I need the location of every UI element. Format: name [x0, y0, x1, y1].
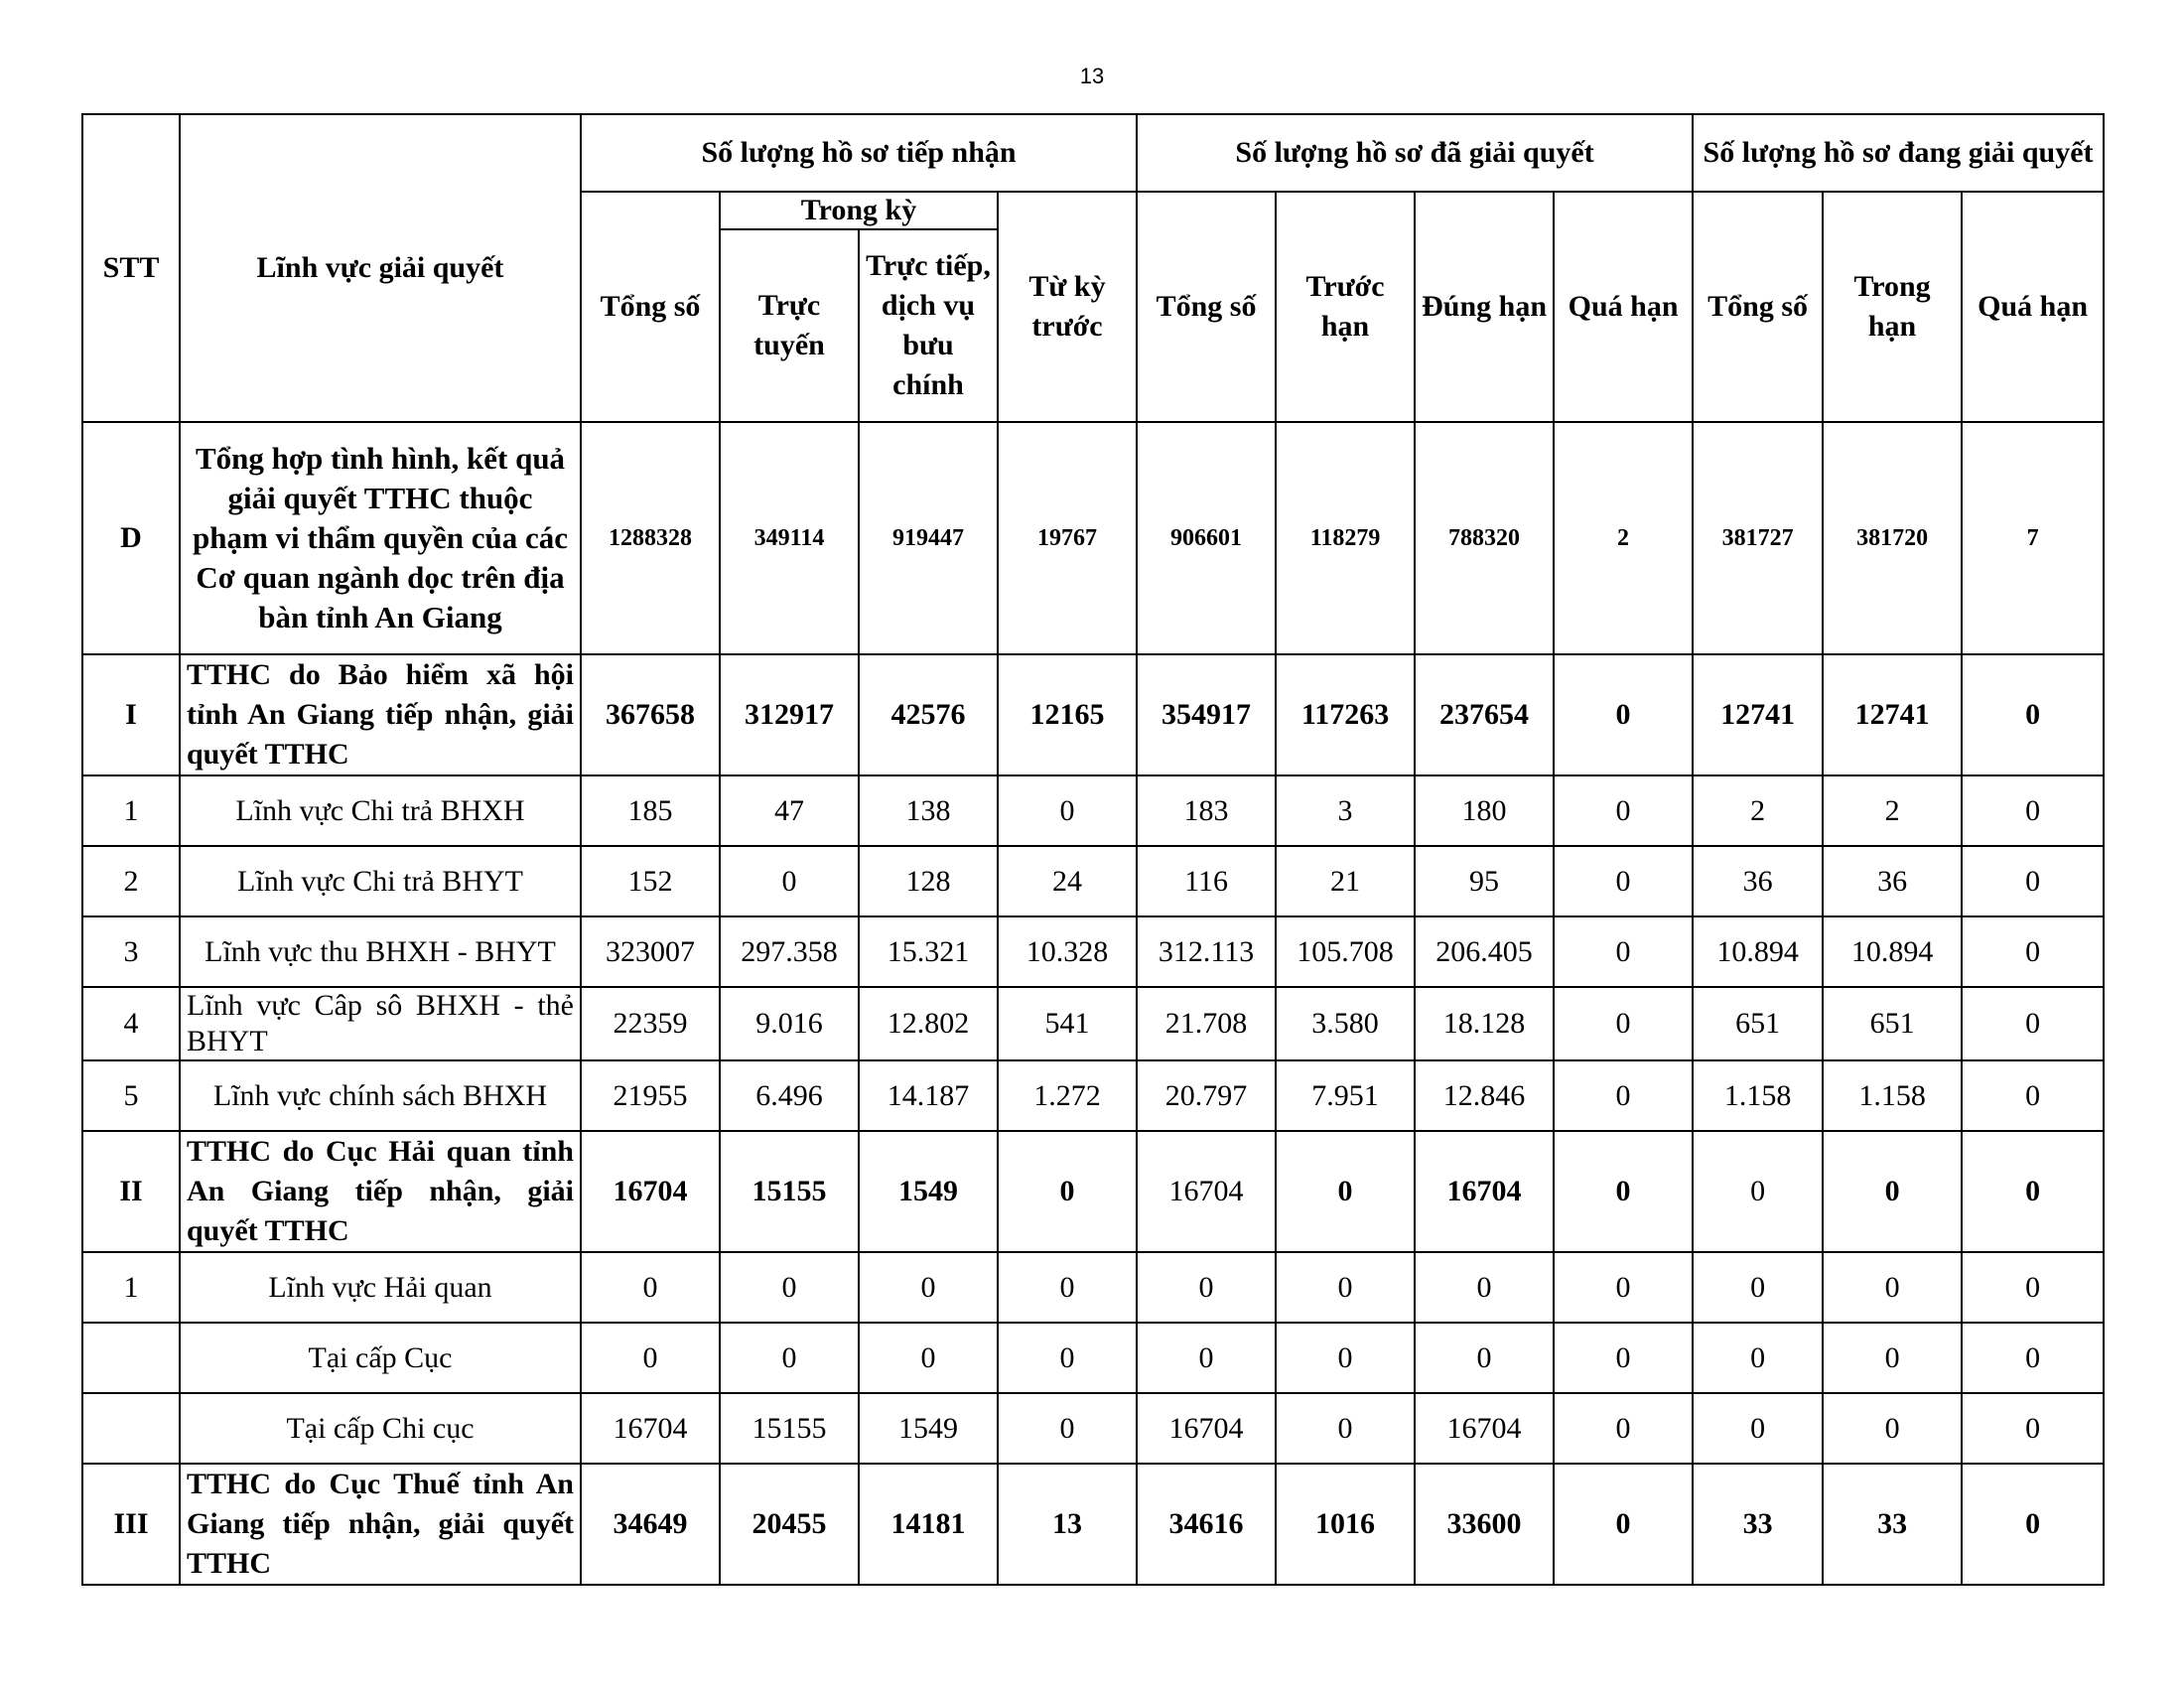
table-row: [82, 1393, 2104, 1464]
row-truoc-han: 3.580: [1276, 987, 1415, 1060]
row-tong-so-dang-gq: 0: [1693, 1252, 1823, 1323]
row-truc-tuyen: 349114: [720, 422, 859, 654]
row-field: Tại cấp Chi cục: [180, 1393, 581, 1464]
row-trong-han: 1.158: [1823, 1060, 1962, 1131]
row-qua-han: 0: [1554, 846, 1693, 916]
row-tong-so-dang-gq: 2: [1693, 775, 1823, 846]
row-stt: 4: [82, 987, 180, 1060]
header-truoc-han: Trước hạn: [1276, 192, 1415, 422]
row-qua-han-dang: 0: [1962, 846, 2104, 916]
row-qua-han-dang: 0: [1962, 775, 2104, 846]
row-tong-so-da-gq: 0: [1137, 1323, 1276, 1393]
row-field: Lĩnh vực Chi trả BHYT: [180, 846, 581, 916]
header-tong-so-dang-giai-quyet: Tổng số: [1693, 192, 1823, 422]
row-dung-han: 788320: [1415, 422, 1554, 654]
table-row: [82, 775, 2104, 846]
header-qua-han-dang: Quá hạn: [1962, 192, 2104, 422]
row-dung-han: 18.128: [1415, 987, 1554, 1060]
row-stt: III: [82, 1464, 180, 1585]
header-group-da-giai-quyet: Số lượng hồ sơ đã giải quyết: [1137, 114, 1693, 192]
row-qua-han-dang: 0: [1962, 1323, 2104, 1393]
row-tu-ky-truoc: 19767: [998, 422, 1137, 654]
row-tu-ky-truoc: 24: [998, 846, 1137, 916]
row-dung-han: 12.846: [1415, 1060, 1554, 1131]
row-tong-so-da-gq: 21.708: [1137, 987, 1276, 1060]
row-dung-han: 206.405: [1415, 916, 1554, 987]
row-dung-han: 16704: [1415, 1393, 1554, 1464]
table-row: [82, 1323, 2104, 1393]
row-truoc-han: 0: [1276, 1323, 1415, 1393]
header-tong-so-da-giai-quyet: Tổng số: [1137, 192, 1276, 422]
row-dung-han: 0: [1415, 1252, 1554, 1323]
row-truoc-han: 3: [1276, 775, 1415, 846]
row-truoc-han: 105.708: [1276, 916, 1415, 987]
row-truc-tiep: 0: [859, 1252, 998, 1323]
row-tong-so-dang-gq: 10.894: [1693, 916, 1823, 987]
row-truc-tiep: 14181: [859, 1464, 998, 1585]
row-truc-tuyen: 15155: [720, 1131, 859, 1252]
row-field: Lĩnh vực Chi trả BHXH: [180, 775, 581, 846]
row-dung-han: 180: [1415, 775, 1554, 846]
row-tong-so-dang-gq: 33: [1693, 1464, 1823, 1585]
row-tong-so-da-gq: 16704: [1137, 1393, 1276, 1464]
row-truc-tiep: 15.321: [859, 916, 998, 987]
row-tu-ky-truoc: 0: [998, 1323, 1137, 1393]
row-qua-han-dang: 0: [1962, 1393, 2104, 1464]
row-truc-tiep: 138: [859, 775, 998, 846]
row-dung-han: 0: [1415, 1323, 1554, 1393]
report-table: [81, 113, 2105, 1586]
row-stt: 1: [82, 775, 180, 846]
row-qua-han: 0: [1554, 1323, 1693, 1393]
table-row: [82, 916, 2104, 987]
row-qua-han: 0: [1554, 916, 1693, 987]
table-row: [82, 1464, 2104, 1585]
row-qua-han-dang: 7: [1962, 422, 2104, 654]
row-field: Lĩnh vực chính sách BHXH: [180, 1060, 581, 1131]
header-group-tiep-nhan: Số lượng hồ sơ tiếp nhận: [581, 114, 1137, 192]
row-trong-han: 0: [1823, 1131, 1962, 1252]
row-truoc-han: 0: [1276, 1131, 1415, 1252]
row-tong-so-dang-gq: 0: [1693, 1323, 1823, 1393]
row-truoc-han: 117263: [1276, 654, 1415, 775]
table-row: [82, 846, 2104, 916]
row-trong-han: 12741: [1823, 654, 1962, 775]
table-row: [82, 422, 2104, 654]
row-field: Lĩnh vực thu BHXH - BHYT: [180, 916, 581, 987]
row-tong-so-dang-gq: 651: [1693, 987, 1823, 1060]
row-tong-so: 0: [581, 1323, 720, 1393]
header-tu-ky-truoc: Từ kỳ trước: [998, 192, 1137, 422]
row-field: TTHC do Cục Thuế tỉnh An Giang tiếp nhận, giải quyết TTHC: [180, 1464, 581, 1585]
row-truc-tuyen: 297.358: [720, 916, 859, 987]
row-tong-so-dang-gq: 12741: [1693, 654, 1823, 775]
row-qua-han: 2: [1554, 422, 1693, 654]
row-truc-tiep: 919447: [859, 422, 998, 654]
row-truc-tuyen: 0: [720, 846, 859, 916]
row-trong-han: 0: [1823, 1252, 1962, 1323]
row-qua-han: 0: [1554, 1252, 1693, 1323]
row-tong-so-da-gq: 0: [1137, 1252, 1276, 1323]
row-qua-han-dang: 0: [1962, 654, 2104, 775]
row-trong-han: 651: [1823, 987, 1962, 1060]
row-qua-han-dang: 0: [1962, 1252, 2104, 1323]
row-truc-tiep: 0: [859, 1323, 998, 1393]
row-field: Tổng hợp tình hình, kết quả giải quyết TTHC thuộc phạm vi thẩm quyền của các Cơ quan ngành dọc trên địa bàn tỉnh An Giang: [180, 422, 581, 654]
row-tong-so: 1288328: [581, 422, 720, 654]
row-qua-han-dang: 0: [1962, 987, 2104, 1060]
row-tu-ky-truoc: 10.328: [998, 916, 1137, 987]
row-qua-han-dang: 0: [1962, 1060, 2104, 1131]
row-tu-ky-truoc: 0: [998, 1252, 1137, 1323]
row-stt: I: [82, 654, 180, 775]
row-field: Lĩnh vực Hải quan: [180, 1252, 581, 1323]
row-qua-han: 0: [1554, 1060, 1693, 1131]
row-stt: II: [82, 1131, 180, 1252]
row-trong-han: 381720: [1823, 422, 1962, 654]
row-qua-han: 0: [1554, 654, 1693, 775]
row-field: Tại cấp Cục: [180, 1323, 581, 1393]
row-tong-so-da-gq: 354917: [1137, 654, 1276, 775]
row-tong-so-dang-gq: 0: [1693, 1393, 1823, 1464]
row-qua-han-dang: 0: [1962, 1464, 2104, 1585]
row-trong-han: 2: [1823, 775, 1962, 846]
row-stt: 3: [82, 916, 180, 987]
row-truoc-han: 0: [1276, 1393, 1415, 1464]
row-tong-so-da-gq: 183: [1137, 775, 1276, 846]
header-trong-han: Trong hạn: [1823, 192, 1962, 422]
table-row: [82, 987, 2104, 1060]
row-truc-tiep: 1549: [859, 1131, 998, 1252]
row-truc-tuyen: 15155: [720, 1393, 859, 1464]
row-truc-tuyen: 9.016: [720, 987, 859, 1060]
row-trong-han: 0: [1823, 1323, 1962, 1393]
row-tu-ky-truoc: 0: [998, 1393, 1137, 1464]
row-tong-so-da-gq: 906601: [1137, 422, 1276, 654]
row-tu-ky-truoc: 12165: [998, 654, 1137, 775]
row-trong-han: 33: [1823, 1464, 1962, 1585]
row-truc-tuyen: 0: [720, 1252, 859, 1323]
row-truc-tuyen: 20455: [720, 1464, 859, 1585]
row-tu-ky-truoc: 13: [998, 1464, 1137, 1585]
row-truc-tiep: 12.802: [859, 987, 998, 1060]
row-dung-han: 237654: [1415, 654, 1554, 775]
row-tu-ky-truoc: 0: [998, 775, 1137, 846]
header-tong-so: Tổng số: [581, 192, 720, 422]
header-qua-han: Quá hạn: [1554, 192, 1693, 422]
row-tong-so: 0: [581, 1252, 720, 1323]
row-truoc-han: 118279: [1276, 422, 1415, 654]
row-trong-han: 36: [1823, 846, 1962, 916]
row-tong-so-dang-gq: 0: [1693, 1131, 1823, 1252]
table-row: [82, 1252, 2104, 1323]
row-truc-tiep: 1549: [859, 1393, 998, 1464]
row-tong-so: 152: [581, 846, 720, 916]
row-tong-so: 22359: [581, 987, 720, 1060]
page-number: 13: [1079, 64, 1105, 88]
row-stt: D: [82, 422, 180, 654]
row-stt: 5: [82, 1060, 180, 1131]
row-qua-han-dang: 0: [1962, 916, 2104, 987]
header-stt: STT: [82, 114, 180, 422]
row-field: TTHC do Cục Hải quan tỉnh An Giang tiếp nhận, giải quyết TTHC: [180, 1131, 581, 1252]
row-tu-ky-truoc: 0: [998, 1131, 1137, 1252]
row-stt: [82, 1323, 180, 1393]
row-truoc-han: 7.951: [1276, 1060, 1415, 1131]
row-truc-tuyen: 6.496: [720, 1060, 859, 1131]
header-linh-vuc: Lĩnh vực giải quyết: [180, 114, 581, 422]
row-stt: 2: [82, 846, 180, 916]
row-dung-han: 16704: [1415, 1131, 1554, 1252]
row-trong-han: 0: [1823, 1393, 1962, 1464]
row-tong-so: 323007: [581, 916, 720, 987]
header-group-dang-giai-quyet: Số lượng hồ sơ đang giải quyết: [1693, 114, 2104, 192]
row-truc-tiep: 128: [859, 846, 998, 916]
header-trong-ky: Trong kỳ: [720, 192, 998, 229]
table-row: [82, 654, 2104, 775]
row-qua-han: 0: [1554, 987, 1693, 1060]
row-tong-so-dang-gq: 381727: [1693, 422, 1823, 654]
header-truc-tiep: Trực tiếp, dịch vụ bưu chính: [859, 229, 998, 422]
row-tong-so: 185: [581, 775, 720, 846]
row-tong-so: 16704: [581, 1393, 720, 1464]
row-stt: 1: [82, 1252, 180, 1323]
table-row: [82, 1060, 2104, 1131]
row-truc-tiep: 42576: [859, 654, 998, 775]
row-tong-so-da-gq: 34616: [1137, 1464, 1276, 1585]
row-qua-han: 0: [1554, 775, 1693, 846]
row-tong-so-da-gq: 116: [1137, 846, 1276, 916]
row-qua-han-dang: 0: [1962, 1131, 2104, 1252]
row-tong-so: 367658: [581, 654, 720, 775]
row-tong-so-dang-gq: 1.158: [1693, 1060, 1823, 1131]
row-dung-han: 95: [1415, 846, 1554, 916]
row-truoc-han: 1016: [1276, 1464, 1415, 1585]
row-truc-tuyen: 47: [720, 775, 859, 846]
row-tong-so-dang-gq: 36: [1693, 846, 1823, 916]
row-stt: [82, 1393, 180, 1464]
row-qua-han: 0: [1554, 1464, 1693, 1585]
row-tong-so-da-gq: 16704: [1137, 1131, 1276, 1252]
row-qua-han: 0: [1554, 1393, 1693, 1464]
header-truc-tuyen: Trực tuyến: [720, 229, 859, 422]
row-tong-so-da-gq: 20.797: [1137, 1060, 1276, 1131]
row-dung-han: 33600: [1415, 1464, 1554, 1585]
row-truc-tuyen: 312917: [720, 654, 859, 775]
row-truc-tuyen: 0: [720, 1323, 859, 1393]
row-tong-so-da-gq: 312.113: [1137, 916, 1276, 987]
header-dung-han: Đúng hạn: [1415, 192, 1554, 422]
row-field: Lĩnh vực Câp sô BHXH - thẻ BHYT: [180, 987, 581, 1060]
row-tong-so: 21955: [581, 1060, 720, 1131]
row-qua-han: 0: [1554, 1131, 1693, 1252]
table-row: [82, 1131, 2104, 1252]
row-tu-ky-truoc: 1.272: [998, 1060, 1137, 1131]
row-truoc-han: 21: [1276, 846, 1415, 916]
row-truoc-han: 0: [1276, 1252, 1415, 1323]
row-field: TTHC do Bảo hiểm xã hội tỉnh An Giang tiếp nhận, giải quyết TTHC: [180, 654, 581, 775]
row-tong-so: 34649: [581, 1464, 720, 1585]
row-tong-so: 16704: [581, 1131, 720, 1252]
row-trong-han: 10.894: [1823, 916, 1962, 987]
row-truc-tiep: 14.187: [859, 1060, 998, 1131]
row-tu-ky-truoc: 541: [998, 987, 1137, 1060]
